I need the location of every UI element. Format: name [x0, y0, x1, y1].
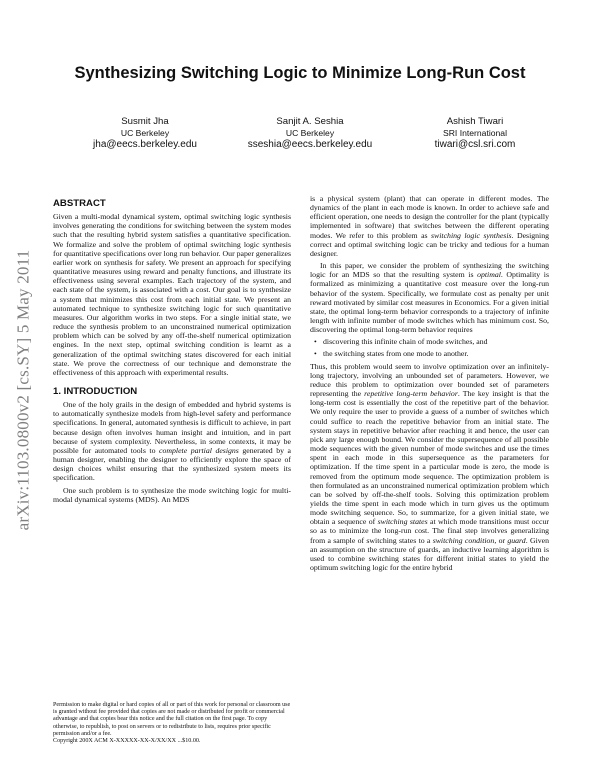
author-3 [390, 116, 560, 151]
intro-p1-text-a: One of the holy grails in the design of embedded and hybrid systems is to automatically synthesize models from high-level safety and performance specifications. In general, automated synthesis is difficult to achieve, in part because design often involves human insight and intuition, and in part because of system complexity. Nevertheless, in some contexts, it may be possible for automated tools to [53, 400, 291, 455]
right-paragraph-3 [310, 362, 549, 573]
right-p3-emphasis-4: guard [507, 535, 526, 545]
author-block [60, 116, 560, 156]
list-item [314, 337, 549, 346]
author-email: tiwari@csl.sri.com [434, 139, 516, 150]
author-name: Sanjit A. Seshia [276, 116, 344, 127]
right-paragraph-2 [310, 261, 549, 334]
right-p3-text-a: Thus, this problem would seem to involve optimization over an infinitely-long trajectory, involving an unbounded set of parameters. However, we reduce this problem to optimization over bounded set of parameters representing the [310, 361, 549, 399]
right-p3-emphasis-1: repetitive long-term behavior [364, 389, 458, 399]
right-p1-text-b: . Designing correct and optimal switching logic can be tricky and tedious for a human designer. [310, 230, 549, 258]
bullet-list [310, 337, 549, 357]
right-p1-text-a: is a physical system (plant) that can operate in different modes. The dynamics of the plant in each mode is known. In order to achieve safe and efficient operation, one needs to design the controller for the plant (typically implemented in software) that switches between the different operating modes. We refer to this problem as [310, 194, 549, 240]
bullet-icon: • [314, 337, 317, 347]
arxiv-stamp [8, 200, 38, 580]
right-column [310, 194, 549, 572]
arxiv-id: arXiv:1103.0800v2 [cs.SY] 5 May 2011 [13, 249, 32, 531]
right-p2-text-a: In this paper, we consider the problem of synthesizing the switching logic for an MDS so that the resulting system is [310, 261, 549, 280]
right-p2-text-b: . Optimality is formalized as minimizing a quantitative cost measure over the long-run behavior of the system. Specifically, we formulate cost as penalty per unit reward motivated by similar cost measures in Economics. For a given initial state, the optimal long-term behavior corresponds to a trajectory of infinite length with infinite number of mode switches which has minimum cost. So, discovering the optimal long-term behavior requires [310, 270, 549, 335]
permission-notice [53, 702, 291, 745]
abstract-heading: ABSTRACT [53, 198, 106, 209]
intro-p1-text-b: generated by a human designer, enabling the designer to efficiently explore the space of design choices whilst ensuring that the synthesized system meets its specification. [53, 445, 291, 483]
bullet-text: the switching states from one mode to another. [323, 348, 469, 358]
right-p3-emphasis-3: switching condition [432, 535, 495, 545]
author-affiliation: SRI International [442, 127, 507, 138]
left-column [53, 199, 291, 504]
permission-text: Permission to make digital or hard copies of all or part of this work for personal or classroom use is granted without fee provided that copies are not made or distributed for profit or commercial advantage and that copies bear this notice and the full citation on the first page. To copy otherwise, to republish, to post on servers or to redistribute to lists, requires prior specific permission and/or a fee. [53, 702, 291, 737]
intro-p1-emphasis: complete partial designs [159, 445, 239, 455]
abstract-text: Given a multi-modal dynamical system, optimal switching logic synthesis involves generating the conditions for switching between the system modes such that the resulting hybrid system satisfies a quantitative specification. We formalize and solve the problem of optimal switching logic synthesis for quantitative specifications over long run behavior. Our paper generalizes earlier work on synthesis for safety. We present an approach for specifying quantitative measures using reward and penalty functions, and illustrate its effectiveness using several examples. Each trajectory of the system, and each state of the system, is associated with a cost. Our goal is to synthesize a system that minimizes this cost from each initial state. We present an automated technique to synthesize switching logic for such quantitative measures. Our algorithm works in two steps. For a single initial state, we reduce the synthesis problem to an unconstrained numerical optimization problem which can be solved by any off-the-shelf numerical optimization engines. In the next step, optimal switching condition is learnt as a generalization of the optimal switching states discovered for each initial state. We prove the correctness of our technique and demonstrate the effectiveness of this approach with experimental results. [53, 212, 291, 377]
right-p3-text-e: . Given an assumption on the structure of guards, an inductive learning algorithm is used to combine switching states for different initial states to yield the optimum switching logic for the entire hybrid [310, 535, 549, 573]
author-affiliation: UC Berkeley [285, 127, 335, 138]
paper-title: Synthesizing Switching Logic to Minimize Long-Run Cost [74, 64, 526, 82]
list-item [314, 349, 549, 358]
right-p3-text-c: at which mode transitions must occur so as to minimize the long-run cost. The final step involves generalizing from a sample of switching states to a [310, 517, 549, 545]
introduction-heading: 1. INTRODUCTION [53, 385, 138, 397]
right-paragraph-1 [310, 194, 549, 258]
right-p3-text-d: , or [494, 535, 508, 545]
author-email: sseshia@eecs.berkeley.edu [247, 139, 373, 150]
intro-paragraph-2: One such problem is to synthesize the mode switching logic for multi-modal dynamical systems (MDS). An MDS [53, 485, 291, 504]
right-p3-emphasis-2: switching states [377, 517, 428, 527]
right-p3-text-b: . The key insight is that the long-term cost is essentially the cost of the repetitive part of the behavior. We only require the user to provide a guess of a number of switches which could suffice to reach the repetitive behavior from an initial state. The system stays in repetitive behavior after reaching it and hence, the user can pick any large enough bound. We consider the supersequence of all possible mode sequences with the given number of mode switches and use the times spent in each mode in this supersequence as the parameters for optimization. If the time spent in a particular mode is zero, the mode is removed from the optimum mode sequence. The optimization problem is then formulated as an unconstrained numerical optimization problem which can be solved by off-the-shelf tools. Solving this optimization problem yields the time spent in each mode which in turn gives us the optimum mode switching sequence. So, to summarize, for a given initial state, we obtain a sequence of [310, 389, 549, 527]
author-2 [225, 116, 395, 151]
author-name: Ashish Tiwari [446, 116, 504, 127]
author-affiliation: UC Berkeley [120, 127, 170, 138]
copyright-line: Copyright 200X ACM X-XXXXX-XX-X/XX/XX ...$10.00. [53, 738, 201, 745]
right-p2-emphasis: optimal [477, 270, 501, 280]
author-email: jha@eecs.berkeley.edu [93, 139, 197, 150]
author-1 [60, 116, 230, 151]
bullet-text: discovering this infinite chain of mode switches, and [323, 337, 488, 347]
bullet-icon: • [314, 348, 317, 358]
author-name: Susmit Jha [121, 116, 169, 127]
intro-paragraph-1 [53, 400, 291, 482]
right-p1-emphasis: switching logic synthesis [431, 230, 512, 240]
